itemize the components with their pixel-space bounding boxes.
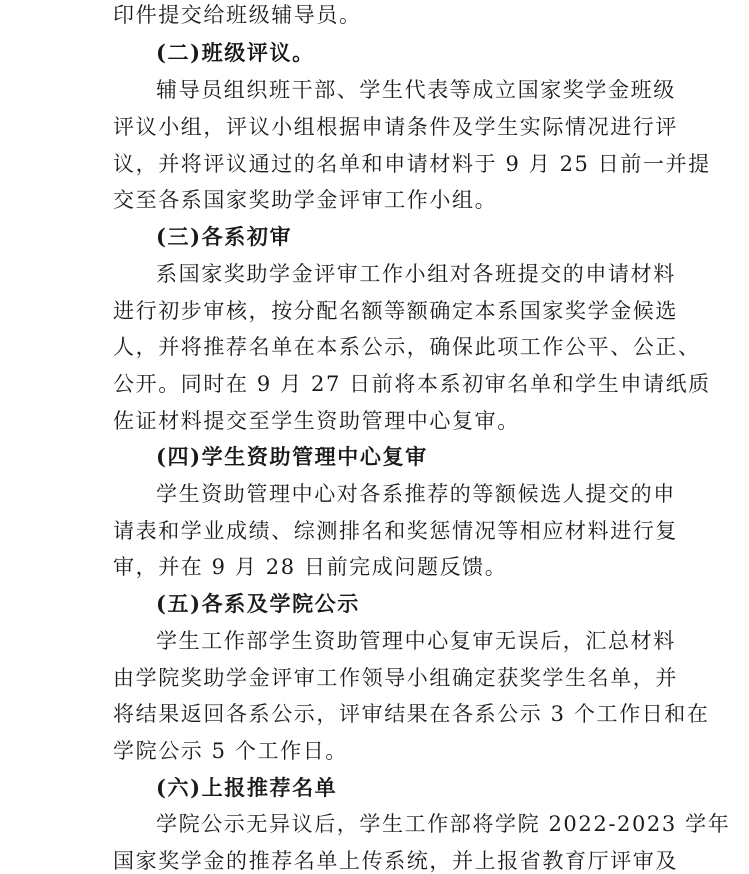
paragraph-line: 评议小组，评议小组根据申请条件及学生实际情况进行评 bbox=[113, 115, 678, 139]
paragraph-line: 将结果返回各系公示，评审结果在各系公示 3 个工作日和在 bbox=[113, 702, 710, 726]
section-heading-6: (六)上报推荐名单 bbox=[156, 775, 338, 800]
paragraph-line: 学院公示无异议后，学生工作部将学院 2022-2023 学年 bbox=[156, 812, 731, 836]
paragraph-line: 人，并将推荐名单在本系公示，确保此项工作公平、公正、 bbox=[113, 335, 701, 359]
section-heading-4: (四)学生资助管理中心复审 bbox=[156, 444, 428, 469]
paragraph-line: 学生工作部学生资助管理中心复审无误后，汇总材料 bbox=[156, 629, 676, 653]
paragraph-line: 由学院奖助学金评审工作领导小组确定获奖学生名单，并 bbox=[113, 666, 678, 690]
paragraph-line: 审，并在 9 月 28 日前完成问题反馈。 bbox=[113, 555, 508, 579]
paragraph-line: 议，并将评议通过的名单和申请材料于 9 月 25 日前一并提 bbox=[113, 152, 711, 176]
paragraph-line: 系国家奖助学金评审工作小组对各班提交的申请材料 bbox=[156, 262, 676, 286]
paragraph-line: 学院公示 5 个工作日。 bbox=[113, 739, 348, 763]
paragraph-line: 国家奖学金的推荐名单上传系统，并上报省教育厅评审及 bbox=[113, 849, 678, 873]
paragraph-line: 请表和学业成绩、综测排名和奖惩情况等相应材料进行复 bbox=[113, 519, 678, 543]
paragraph-line: 进行初步审核，按分配名额等额确定本系国家奖学金候选 bbox=[113, 299, 678, 323]
paragraph-line: 佐证材料提交至学生资助管理中心复审。 bbox=[113, 409, 520, 433]
paragraph-line: 学生资助管理中心对各系推荐的等额候选人提交的申 bbox=[156, 482, 676, 506]
section-heading-5: (五)各系及学院公示 bbox=[156, 591, 360, 616]
section-heading-3: (三)各系初审 bbox=[156, 224, 293, 249]
section-heading-2: (二)班级评议。 bbox=[156, 40, 315, 65]
paragraph-line: 印件提交给班级辅导员。 bbox=[113, 3, 362, 27]
paragraph-line: 公开。同时在 9 月 27 日前将本系初审名单和学生申请纸质 bbox=[113, 372, 711, 396]
paragraph-line: 辅导员组织班干部、学生代表等成立国家奖学金班级 bbox=[156, 78, 676, 102]
paragraph-line: 交至各系国家奖助学金评审工作小组。 bbox=[113, 188, 498, 212]
